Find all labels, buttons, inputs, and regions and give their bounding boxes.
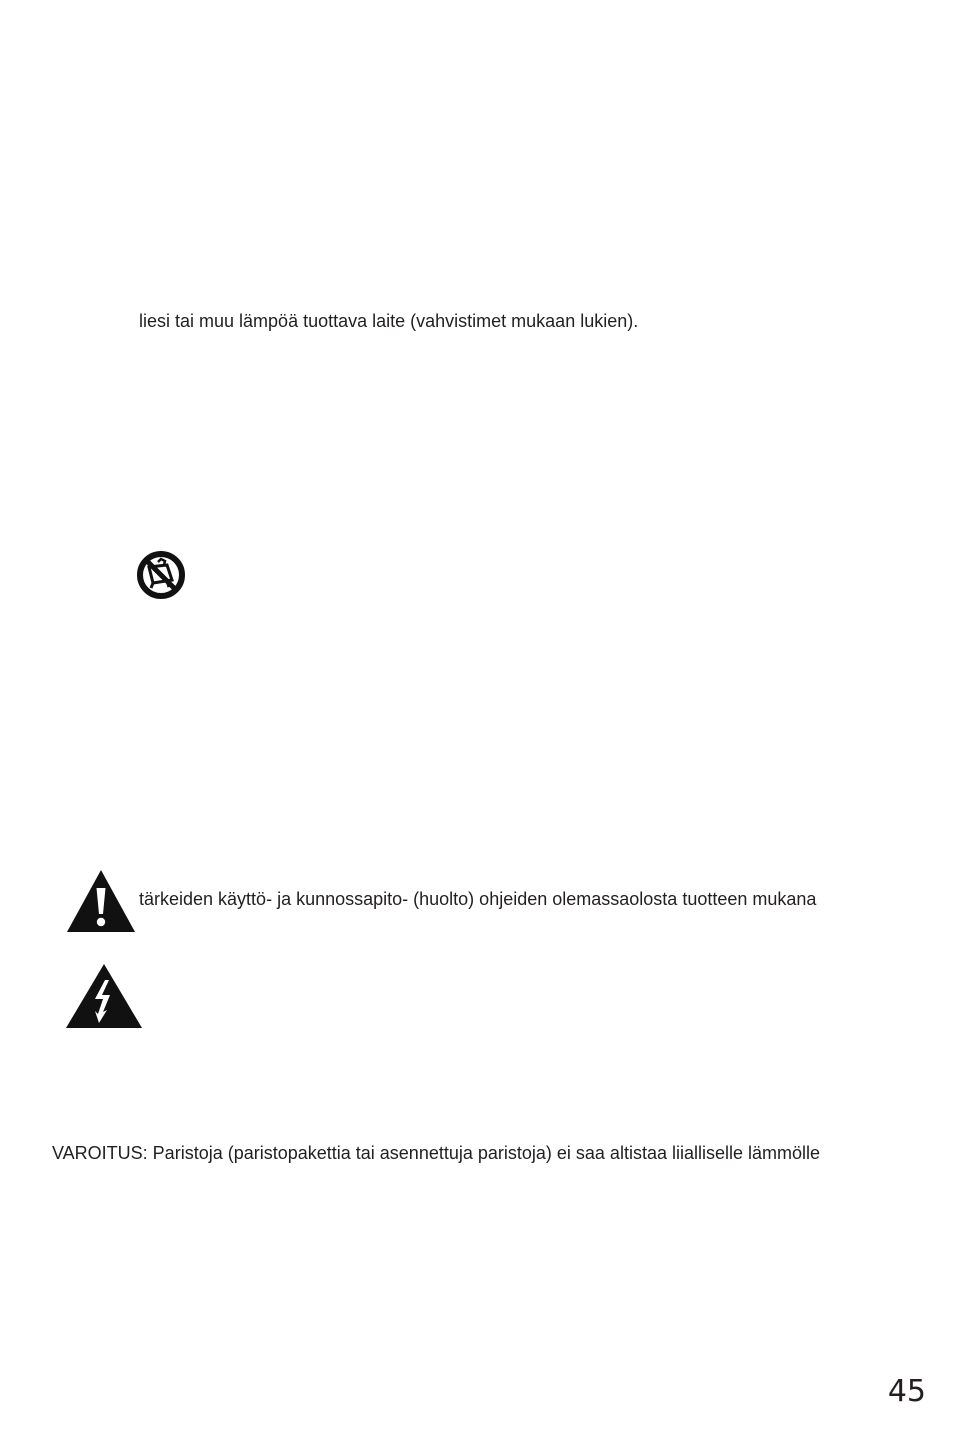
lightning-triangle-icon bbox=[64, 962, 144, 1030]
heat-sources-text: liesi tai muu lämpöä tuottava laite (vahvistimet mukaan lukien). bbox=[139, 311, 639, 331]
page-number: 45 bbox=[887, 1374, 926, 1409]
instructions-notice-text: tärkeiden käyttö- ja kunnossapito- (huolto) ohjeiden olemassaolosta tuotteen mukana bbox=[139, 889, 817, 909]
battery-warning-text: VAROITUS: Paristoja (paristopakettia tai asennettuja paristoja) ei saa altistaa liialliselle lämmölle bbox=[52, 1143, 821, 1163]
cart-tip-over-warning-icon bbox=[134, 548, 188, 602]
exclamation-triangle-icon bbox=[65, 868, 137, 934]
